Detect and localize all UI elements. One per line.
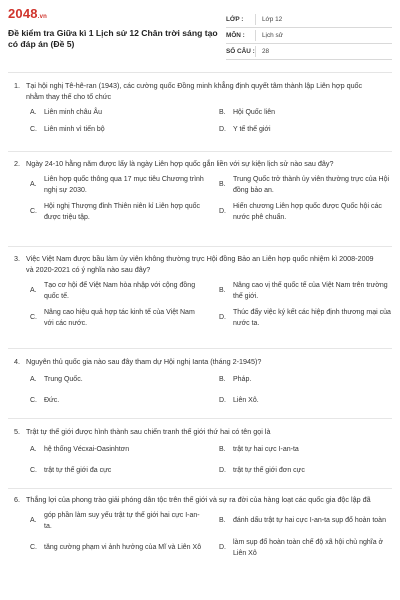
option-a[interactable] [30,175,219,196]
page-title: Đề kiểm tra Giữa kì 1 Lịch sử 12 Chân trời sáng tạo có đáp án (Đề 5) [8,28,218,49]
question-text [8,253,392,275]
option-text: đánh dấu trật tự hai cực I-an-ta sụp đổ hoàn toàn [233,517,386,525]
question-divider [8,151,392,152]
option-list [30,175,392,223]
option-b[interactable] [219,445,400,456]
meta-key: SỐ CÂU : [226,48,255,55]
option-text: làm sụp đổ hoàn toàn chế độ xã hội chủ nghĩa ở Liên Xô [233,539,384,557]
option-text: trật tự hai cực I-an-ta [233,446,299,453]
meta-table [226,12,392,60]
question-5 [8,426,392,476]
option-c[interactable] [30,396,219,407]
option-letter: D. [219,544,226,552]
option-text: Liên minh châu Âu [44,109,102,116]
option-a[interactable] [30,445,219,456]
option-text: Y tế thế giới [233,125,271,133]
option-letter: D. [219,314,226,322]
option-letter: D. [219,396,226,404]
option-b[interactable] [219,108,400,119]
option-d[interactable] [219,466,400,477]
option-letter: A. [30,287,37,295]
option-letter: C. [30,466,37,474]
question-6 [8,494,392,559]
question-number: 2. [14,159,20,168]
option-text: trật tự thế giới đơn cực [233,466,305,474]
question-1 [8,80,392,135]
option-text: Tạo cơ hội để Việt Nam hòa nhập với cộng đồng quốc tế. [44,282,196,300]
option-text: tăng cường phạm vi ảnh hưởng của Mĩ và Liên Xô [44,544,202,552]
option-d[interactable] [219,396,400,407]
option-text: Liên minh vì tiến bộ [44,125,105,133]
option-text: Pháp. [233,376,252,383]
question-3 [8,253,392,329]
option-c[interactable] [30,308,219,329]
option-a[interactable] [30,108,219,119]
option-text: hệ thống Vécxai-Oasinhtơn [44,446,130,453]
option-text: Hội Quốc liên [233,109,276,116]
option-text: Nâng cao hiệu quả hợp tác kinh tế của Việt Nam với các nước. [44,309,195,327]
question-number: 1. [14,81,20,90]
option-text: Liên hợp quốc thông qua 17 mục tiêu Chương trình nghị sự 2030. [44,176,204,194]
question-body: Tại hội nghị Tê-hê-ran (1943), các cường quốc Đồng minh khẳng định quyết tâm thành lập Liên hợp quốc nhằm thay thế cho tổ chức [26,81,363,101]
question-body: Trật tự thế giới được hình thành sau chiến tranh thế giới thứ hai có tên gọi là [26,427,271,436]
option-d[interactable] [219,202,400,223]
question-divider [8,246,392,247]
question-body: Việc Việt Nam được bầu làm ủy viên không thường trực Hội đồng Bảo an Liên hợp quốc nhiệm kì 2008-2009 và 2020-2021 có ý nghĩa nào sau đây? [26,254,374,274]
question-text [8,158,392,169]
option-d[interactable] [219,308,400,329]
meta-row-count [226,44,392,60]
option-letter: A. [30,446,37,453]
option-letter: B. [219,109,226,116]
meta-row-class [226,12,392,28]
option-letter: B. [219,376,226,383]
option-letter: D. [219,466,226,474]
meta-row-subject [226,28,392,44]
question-number: 4. [14,357,20,366]
question-text [8,356,392,367]
option-d[interactable] [219,538,400,559]
option-text: Trung Quốc trở thành ủy viên thường trực của Hội đồng bảo an. [233,176,390,194]
site-logo[interactable]: 2048.vn [8,6,48,21]
question-divider [8,488,392,489]
option-letter: C. [30,314,37,322]
option-c[interactable] [30,466,219,477]
option-letter: B. [219,287,226,295]
meta-separator [255,30,256,41]
header-divider [8,72,392,73]
meta-value: Lớp 12 [262,16,283,23]
option-letter: C. [30,544,37,552]
option-c[interactable] [30,202,219,223]
option-text: Trung Quốc. [44,376,83,383]
meta-separator [255,46,256,57]
question-4 [8,356,392,406]
question-number: 6. [14,495,20,504]
question-text [8,494,392,505]
option-text: Liên Xô. [233,396,259,404]
option-letter: C. [30,125,37,133]
option-letter: A. [30,109,37,116]
option-text: trật tự thế giới đa cực [44,466,112,474]
option-letter: C. [30,396,37,404]
option-a[interactable] [30,375,219,386]
question-number: 3. [14,254,20,263]
option-letter: A. [30,376,37,383]
option-b[interactable] [219,281,400,302]
option-a[interactable] [30,281,219,302]
option-letter: B. [219,181,226,189]
option-letter: D. [219,125,226,133]
option-list [30,511,392,559]
option-text: Nâng cao vị thế quốc tế của Việt Nam trên trường thế giới. [233,282,388,300]
option-b[interactable] [219,375,400,386]
question-text [8,426,392,437]
option-letter: B. [219,446,226,453]
option-letter: A. [30,181,37,189]
option-c[interactable] [30,125,219,136]
option-letter: C. [30,208,37,216]
page-header [0,0,400,70]
question-divider [8,348,392,349]
meta-key: MÔN : [226,32,245,39]
question-body: Ngày 24-10 hằng năm được lấy là ngày Liên hợp quốc gắn liền với sự kiện lịch sử nào sau đây? [26,159,334,168]
meta-separator [255,14,256,25]
option-list [30,281,392,329]
question-text [8,80,392,102]
option-b[interactable] [219,511,400,532]
option-list [30,445,392,476]
option-text: Hiến chương Liên hợp quốc được Quốc hội các nước phê chuẩn. [233,203,382,221]
option-b[interactable] [219,175,400,196]
option-letter: A. [30,517,37,525]
meta-value: 28 [262,48,270,55]
option-a[interactable] [30,511,219,532]
option-c[interactable] [30,538,219,559]
meta-value: Lịch sử [262,32,283,39]
meta-key: LỚP : [226,16,244,23]
question-body: Nguyên thủ quốc gia nào sau đây tham dự Hội nghị Ianta (tháng 2-1945)? [26,357,262,366]
option-list [30,375,392,406]
option-text: Thúc đẩy việc ký kết các hiệp định thương mại của nước ta. [233,309,391,327]
option-letter: D. [219,208,226,216]
question-divider [8,418,392,419]
option-text: Đức. [44,396,60,404]
question-body: Thắng lợi của phong trào giải phóng dân tộc trên thế giới và sự ra đời của hàng loạt các quốc gia độc lập đã [26,495,371,504]
option-list [30,108,392,135]
question-2 [8,158,392,223]
option-letter: B. [219,517,226,525]
question-number: 5. [14,427,20,436]
option-d[interactable] [219,125,400,136]
option-text: Hội nghị Thượng đỉnh Thiên niên kỉ Liên hợp quốc được triệu tập. [44,203,201,221]
option-text: góp phần làm suy yếu trật tự thế giới hai cực I-an-ta. [44,512,200,530]
